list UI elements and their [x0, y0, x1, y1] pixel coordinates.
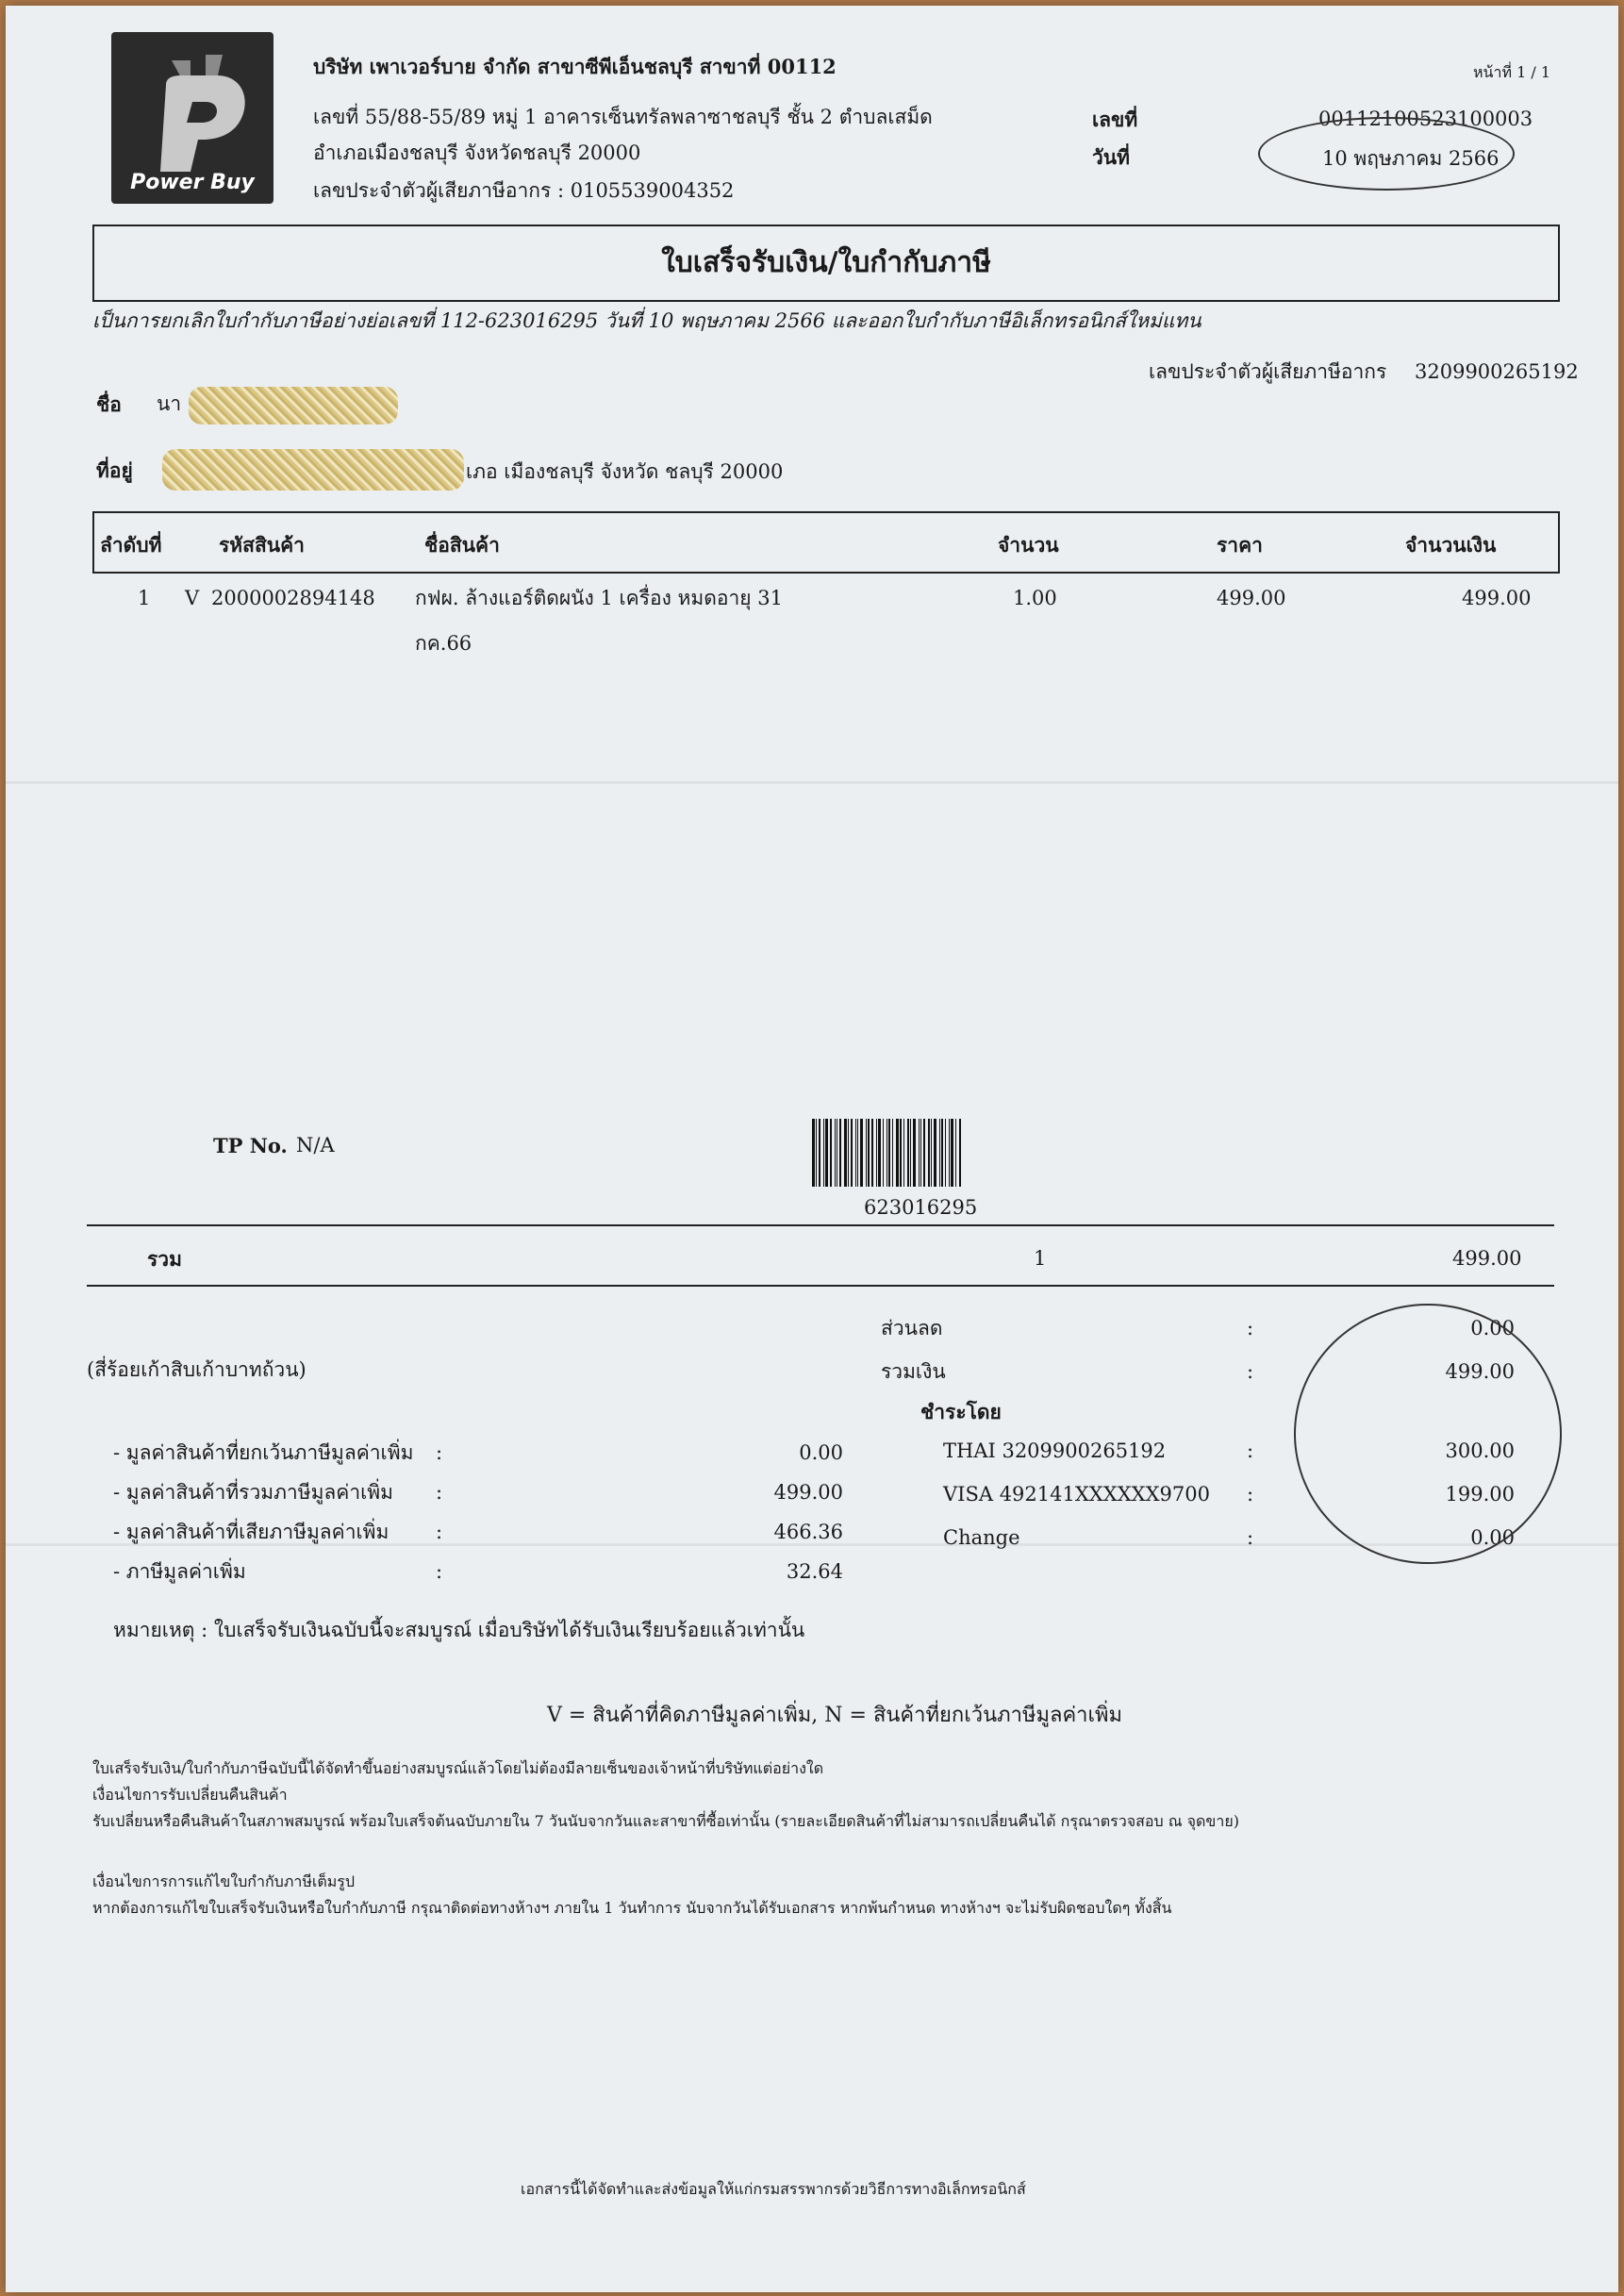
condition-line: เงื่อนไขการการแก้ไขใบกำกับภาษีเต็มรูป	[92, 1872, 356, 1890]
company-address-2: อำเภอเมืองชลบุรี จังหวัดชลบุรี 20000	[313, 141, 641, 164]
payment-label: THAI 3209900265192	[943, 1439, 1167, 1462]
barcode-bar	[812, 1119, 815, 1187]
colon: :	[436, 1560, 443, 1583]
total-amount: 499.00	[1452, 1247, 1522, 1270]
total-label: รวม	[147, 1247, 182, 1271]
barcode-bar	[920, 1119, 921, 1187]
condition-line: รับเปลี่ยนหรือคืนสินค้าในสภาพสมบูรณ์ พร้อมใบเสร็จต้นฉบับภายใน 7 วันนับจากวันและสาขาที่ซื้อเท่านั้น (รายละเอียดสินค้าที่ไม่สามารถเปลี่ยนคืนได้ กรุณาตรวจสอบ ณ จุดขาย)	[92, 1812, 1239, 1830]
colon: :	[436, 1441, 443, 1464]
col-seq: ลำดับที่	[100, 533, 162, 557]
payment-amount: 300.00	[1445, 1439, 1515, 1462]
barcode-bar	[876, 1119, 877, 1187]
barcode-bar	[919, 1119, 920, 1187]
barcode-bar	[945, 1119, 946, 1187]
barcode-bar	[839, 1119, 841, 1187]
customer-name-prefix: นา	[157, 392, 182, 415]
barcode-bar	[934, 1119, 936, 1187]
divider	[87, 1224, 1554, 1226]
vat-line-label: - มูลค่าสินค้าที่ยกเว้นภาษีมูลค่าเพิ่ม	[113, 1441, 414, 1464]
logo-text: Power Buy	[130, 171, 255, 194]
col-code: รหัสสินค้า	[219, 533, 305, 557]
barcode-bar	[825, 1119, 828, 1187]
row-qty: 1.00	[1013, 587, 1057, 609]
doc-date-label: วันที่	[1092, 145, 1130, 169]
col-name: ชื่อสินค้า	[424, 533, 500, 557]
colon: :	[1247, 1483, 1254, 1506]
barcode-bar	[857, 1119, 858, 1187]
barcode-bar	[888, 1119, 890, 1187]
divider	[87, 1285, 1554, 1287]
barcode-bar	[851, 1119, 853, 1187]
barcode-bar	[959, 1119, 961, 1187]
barcode-bar	[910, 1119, 911, 1187]
customer-address-label: ที่อยู่	[96, 458, 133, 482]
barcode-bar	[941, 1119, 943, 1187]
receipt-paper	[6, 6, 1618, 2292]
barcode-bar	[913, 1119, 916, 1187]
barcode-bar	[830, 1119, 832, 1187]
tp-label: TP No.	[213, 1134, 288, 1157]
barcode-bar	[871, 1119, 873, 1187]
items-table-header	[92, 511, 1560, 574]
page-number: หน้าที่ 1 / 1	[1473, 63, 1551, 81]
company-tax-id: เลขประจำตัวผู้เสียภาษีอากร : 0105539004352	[313, 179, 735, 202]
colon: :	[1247, 1439, 1254, 1462]
barcode-bar	[868, 1119, 870, 1187]
barcode-bar	[900, 1119, 902, 1187]
colon: :	[436, 1481, 443, 1504]
barcode-bar	[835, 1119, 836, 1187]
amount-in-words: (สี่ร้อยเก้าสิบเก้าบาทถ้วน)	[87, 1358, 307, 1381]
colon: :	[436, 1521, 443, 1543]
row-vat-flag: V	[185, 587, 200, 609]
total-qty: 1	[1034, 1247, 1047, 1270]
condition-line: เงื่อนไขการรับเปลี่ยนคืนสินค้า	[92, 1786, 288, 1804]
vat-line-value: 466.36	[773, 1521, 843, 1543]
company-address-1: เลขที่ 55/88-55/89 หมู่ 1 อาคารเซ็นทรัลพลาซาชลบุรี ชั้น 2 ตำบลเสม็ด	[313, 106, 933, 128]
company-name: บริษัท เพาเวอร์บาย จำกัด สาขาซีพีเอ็นชลบุรี สาขาที่ 00112	[313, 55, 837, 78]
cancellation-note: เป็นการยกเลิกใบกำกับภาษีอย่างย่อเลขที่ 112-623016295 วันที่ 10 พฤษภาคม 2566 และออกใบกำกับภาษีอิเล็กทรอนิกส์ใหม่แทน	[92, 309, 1201, 332]
colon: :	[1247, 1526, 1254, 1549]
document-title: ใบเสร็จรับเงิน/ใบกำกับภาษี	[92, 225, 1560, 302]
barcode-bar	[939, 1119, 940, 1187]
row-price: 499.00	[1217, 587, 1286, 609]
pen-circle	[1258, 117, 1515, 191]
barcode-bar	[855, 1119, 856, 1187]
barcode-bar	[892, 1119, 893, 1187]
barcode-bar	[955, 1119, 956, 1187]
condition-line: ใบเสร็จรับเงิน/ใบกำกับภาษีฉบับนี้ได้จัดทำขึ้นอย่างสมบูรณ์แล้วโดยไม่ต้องมีลายเซ็นของเจ้าหน้าที่บริษัทแต่อย่างใด	[92, 1759, 824, 1777]
discount-label: ส่วนลด	[881, 1317, 943, 1339]
vat-line-value: 32.64	[786, 1560, 843, 1583]
net-value: 499.00	[1445, 1360, 1515, 1383]
customer-tax-label: เลขประจำตัวผู้เสียภาษีอากร	[1149, 360, 1387, 383]
barcode	[812, 1119, 1017, 1187]
barcode-bar	[949, 1119, 950, 1187]
barcode-bar	[878, 1119, 881, 1187]
redacted-name	[189, 387, 398, 424]
barcode-bar	[819, 1119, 820, 1187]
power-buy-logo	[111, 32, 273, 204]
payment-amount: 199.00	[1445, 1483, 1515, 1506]
row-seq: 1	[138, 587, 151, 609]
row-amount: 499.00	[1462, 587, 1532, 609]
payment-label: VISA 492141XXXXXX9700	[943, 1483, 1210, 1506]
barcode-bar	[951, 1119, 953, 1187]
barcode-bar	[866, 1119, 867, 1187]
barcode-bar	[883, 1119, 884, 1187]
colon: :	[1247, 1317, 1254, 1339]
paid-by-label: ชำระโดย	[920, 1400, 1002, 1423]
barcode-bar	[823, 1119, 824, 1187]
pen-circle	[1294, 1304, 1562, 1564]
payment-label: Change	[943, 1526, 1020, 1549]
condition-line: หากต้องการแก้ไขใบเสร็จรับเงินหรือใบกำกับภาษี กรุณาติดต่อทางห้างฯ ภายใน 1 วันทำการ นับจากวันได้รับเอกสาร หากพ้นกำหนด ทางห้างฯ จะไม่รับผิดชอบใดๆ ทั้งสิ้น	[92, 1899, 1172, 1917]
vat-line-label: - ภาษีมูลค่าเพิ่ม	[113, 1560, 246, 1583]
redacted-address	[162, 449, 464, 491]
footer-note: เอกสารนี้ได้จัดทำและส่งข้อมูลให้แก่กรมสรรพากรด้วยวิธีการทางอิเล็กทรอนิกส์	[521, 2180, 1026, 2198]
vat-line-label: - มูลค่าสินค้าที่เสียภาษีมูลค่าเพิ่ม	[113, 1521, 389, 1543]
doc-no-value: 00112100523100003	[1318, 108, 1533, 130]
vat-legend: V = สินค้าที่คิดภาษีมูลค่าเพิ่ม, N = สินค้าที่ยกเว้นภาษีมูลค่าเพิ่ม	[547, 1704, 1123, 1727]
tp-value: N/A	[296, 1134, 335, 1156]
discount-value: 0.00	[1470, 1317, 1515, 1339]
col-amount: จำนวนเงิน	[1405, 533, 1497, 557]
customer-address-tail: เภอ เมืองชลบุรี จังหวัด ชลบุรี 20000	[466, 460, 784, 483]
barcode-bar	[928, 1119, 930, 1187]
col-price: ราคา	[1217, 533, 1263, 557]
barcode-bar	[907, 1119, 909, 1187]
vat-line-label: - มูลค่าสินค้าที่รวมภาษีมูลค่าเพิ่ม	[113, 1481, 393, 1504]
barcode-bar	[903, 1119, 904, 1187]
net-label: รวมเงิน	[881, 1360, 946, 1383]
barcode-bar	[848, 1119, 849, 1187]
barcode-bar	[860, 1119, 863, 1187]
row-name-line-2: กค.66	[415, 632, 472, 655]
payment-amount: 0.00	[1470, 1526, 1515, 1549]
col-qty: จำนวน	[998, 533, 1059, 557]
fold-line	[6, 781, 1618, 784]
doc-no-label: เลขที่	[1092, 108, 1138, 131]
row-code: 2000002894148	[211, 587, 375, 609]
barcode-bar	[923, 1119, 925, 1187]
remark: หมายเหตุ : ใบเสร็จรับเงินฉบับนี้จะสมบูรณ์ เมื่อบริษัทได้รับเงินเรียบร้อยแล้วเท่านั้น	[113, 1619, 805, 1641]
customer-name-label: ชื่อ	[96, 392, 122, 416]
barcode-bar	[844, 1119, 847, 1187]
row-name-line-1: กฟผ. ล้างแอร์ติดผนัง 1 เครื่อง หมดอายุ 31	[415, 587, 783, 609]
colon: :	[1247, 1360, 1254, 1383]
barcode-bar	[816, 1119, 817, 1187]
vat-line-value: 0.00	[799, 1441, 843, 1464]
doc-date-value: 10 พฤษภาคม 2566	[1322, 147, 1500, 170]
barcode-number: 623016295	[864, 1196, 978, 1219]
barcode-bar	[896, 1119, 899, 1187]
vat-line-value: 499.00	[773, 1481, 843, 1504]
barcode-bar	[931, 1119, 932, 1187]
customer-tax-value: 3209900265192	[1415, 360, 1579, 383]
